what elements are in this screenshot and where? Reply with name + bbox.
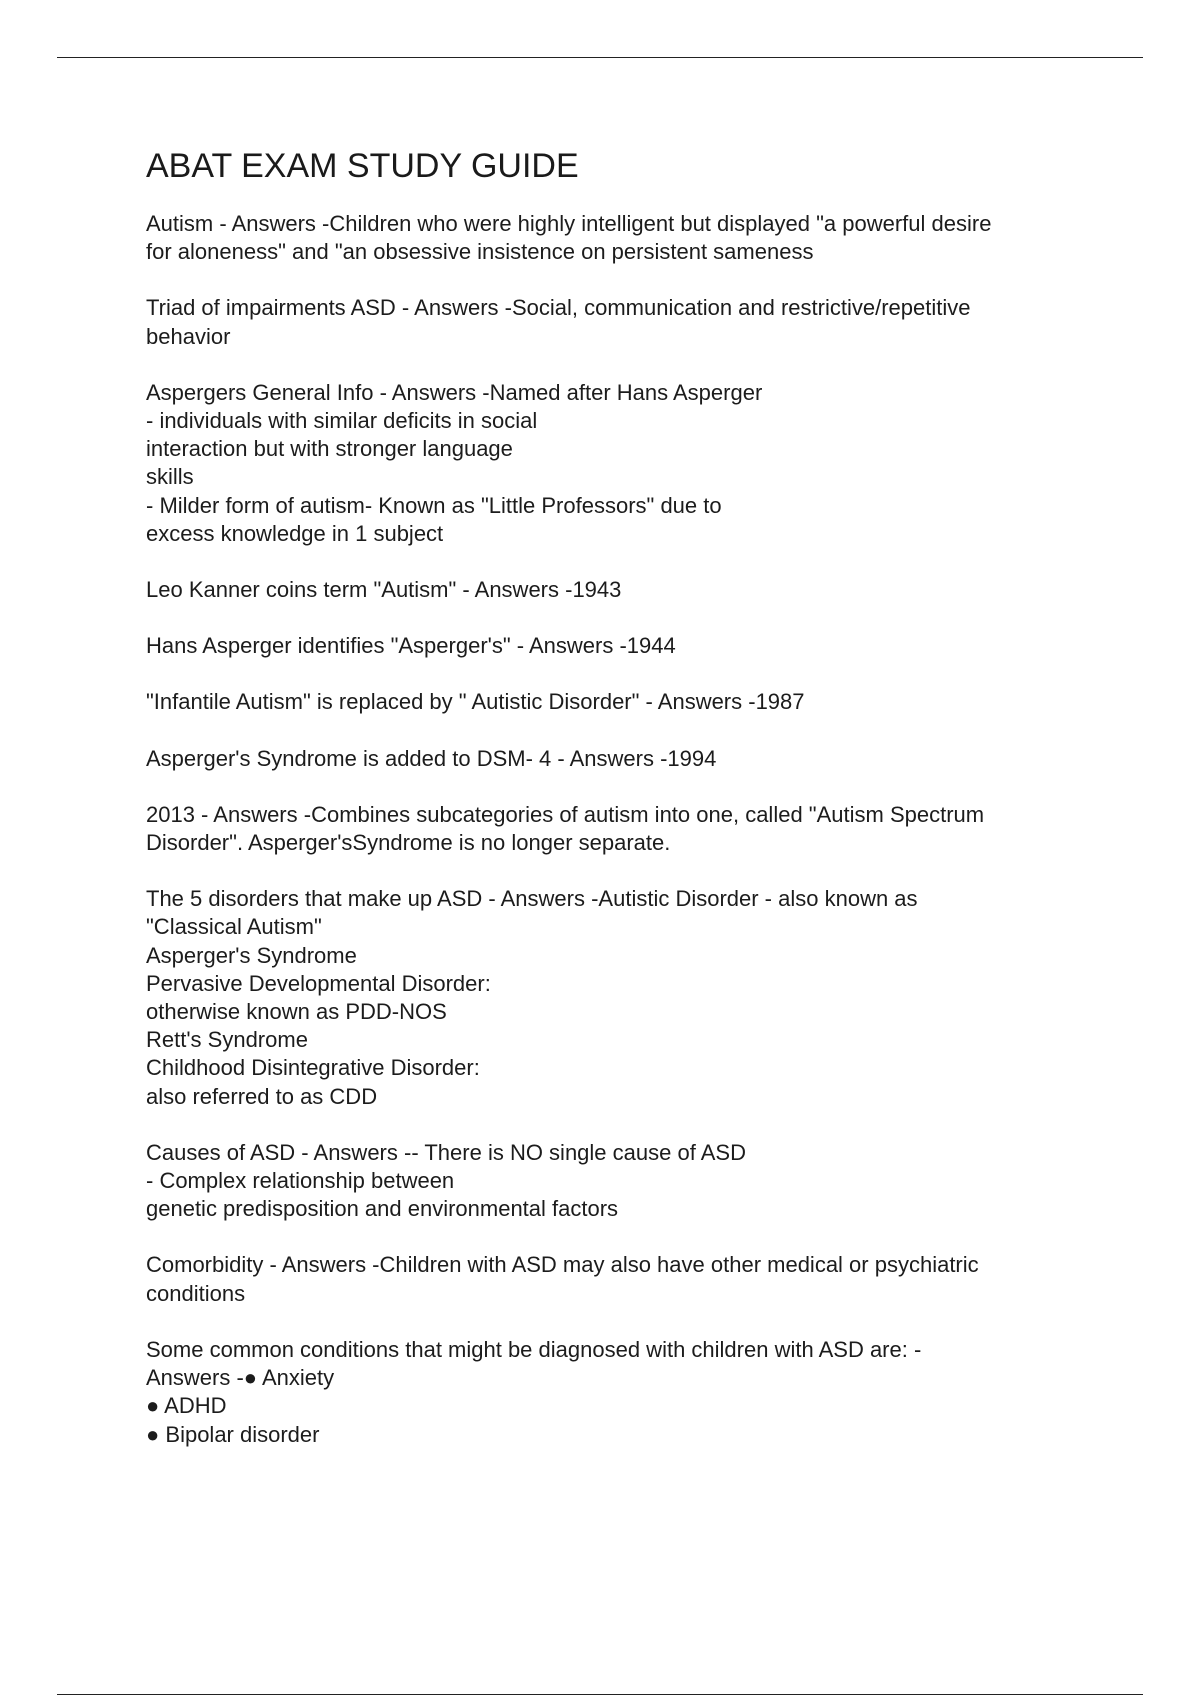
text-line: 2013 - Answers -Combines subcategories of autism into one, called "Autism Spectrum xyxy=(146,801,985,827)
text-line: Autism - Answers -Children who were highly intelligent but displayed "a powerful desire xyxy=(146,211,992,236)
text-line: ● ADHD xyxy=(146,1393,227,1419)
text-line: - Milder form of autism- Known as "Little Professors" due to xyxy=(146,492,722,518)
entry-dsm-4 xyxy=(146,745,1086,773)
document-body xyxy=(146,146,1086,1477)
text-line: behavior xyxy=(146,323,231,349)
entry-2013 xyxy=(146,801,1086,857)
text-line: Hans Asperger identifies "Asperger's" - Answers -1944 xyxy=(146,633,676,659)
text-line: Childhood Disintegrative Disorder: xyxy=(146,1055,480,1081)
entry-autism xyxy=(146,210,1086,266)
entry-infantile-autism xyxy=(146,688,1086,716)
text-line: conditions xyxy=(146,1280,246,1306)
text-line: Answers -● Anxiety xyxy=(146,1365,335,1391)
text-line: excess knowledge in 1 subject xyxy=(146,520,444,546)
entry-comorbidity xyxy=(146,1251,1086,1307)
entry-aspergers-general-info xyxy=(146,379,1086,548)
text-line: for aloneness" and "an obsessive insistence on persistent sameness xyxy=(146,239,814,265)
text-line: "Infantile Autism" is replaced by " Autistic Disorder" - Answers -1987 xyxy=(146,689,805,715)
text-line: ● Bipolar disorder xyxy=(146,1421,320,1447)
entry-common-conditions xyxy=(146,1336,1086,1449)
text-line: Asperger's Syndrome xyxy=(146,942,357,968)
text-line: Comorbidity - Answers -Children with ASD may also have other medical or psychiatric xyxy=(146,1252,979,1278)
entry-hans-asperger xyxy=(146,632,1086,660)
text-line: Some common conditions that might be diagnosed with children with ASD are: - xyxy=(146,1336,922,1362)
text-line: - individuals with similar deficits in social xyxy=(146,408,538,434)
text-line: interaction but with stronger language xyxy=(146,436,513,462)
text-line: Pervasive Developmental Disorder: xyxy=(146,970,491,996)
text-line: otherwise known as PDD-NOS xyxy=(146,999,447,1025)
text-line: skills xyxy=(146,464,194,490)
text-line: Triad of impairments ASD - Answers -Social, communication and restrictive/repetitive xyxy=(146,295,971,321)
text-line: Leo Kanner coins term "Autism" - Answers -1943 xyxy=(146,577,622,603)
text-line: genetic predisposition and environmental factors xyxy=(146,1196,619,1222)
text-line: "Classical Autism" xyxy=(146,914,322,940)
entry-five-disorders xyxy=(146,885,1086,1111)
text-line: also referred to as CDD xyxy=(146,1083,378,1109)
text-line: The 5 disorders that make up ASD - Answers -Autistic Disorder - also known as xyxy=(146,886,918,912)
text-line: Causes of ASD - Answers -- There is NO single cause of ASD xyxy=(146,1139,746,1165)
text-line: Disorder". Asperger'sSyndrome is no longer separate. xyxy=(146,830,671,856)
bottom-rule xyxy=(57,1694,1143,1695)
top-rule xyxy=(57,57,1143,58)
text-line: Aspergers General Info - Answers -Named after Hans Asperger xyxy=(146,379,763,405)
text-line: Rett's Syndrome xyxy=(146,1027,308,1053)
entry-causes-of-asd xyxy=(146,1139,1086,1224)
text-line: - Complex relationship between xyxy=(146,1168,455,1194)
entry-triad-of-impairments xyxy=(146,294,1086,350)
entry-leo-kanner xyxy=(146,576,1086,604)
text-line: Asperger's Syndrome is added to DSM- 4 - Answers -1994 xyxy=(146,745,717,771)
document-title: ABAT EXAM STUDY GUIDE xyxy=(146,147,579,185)
